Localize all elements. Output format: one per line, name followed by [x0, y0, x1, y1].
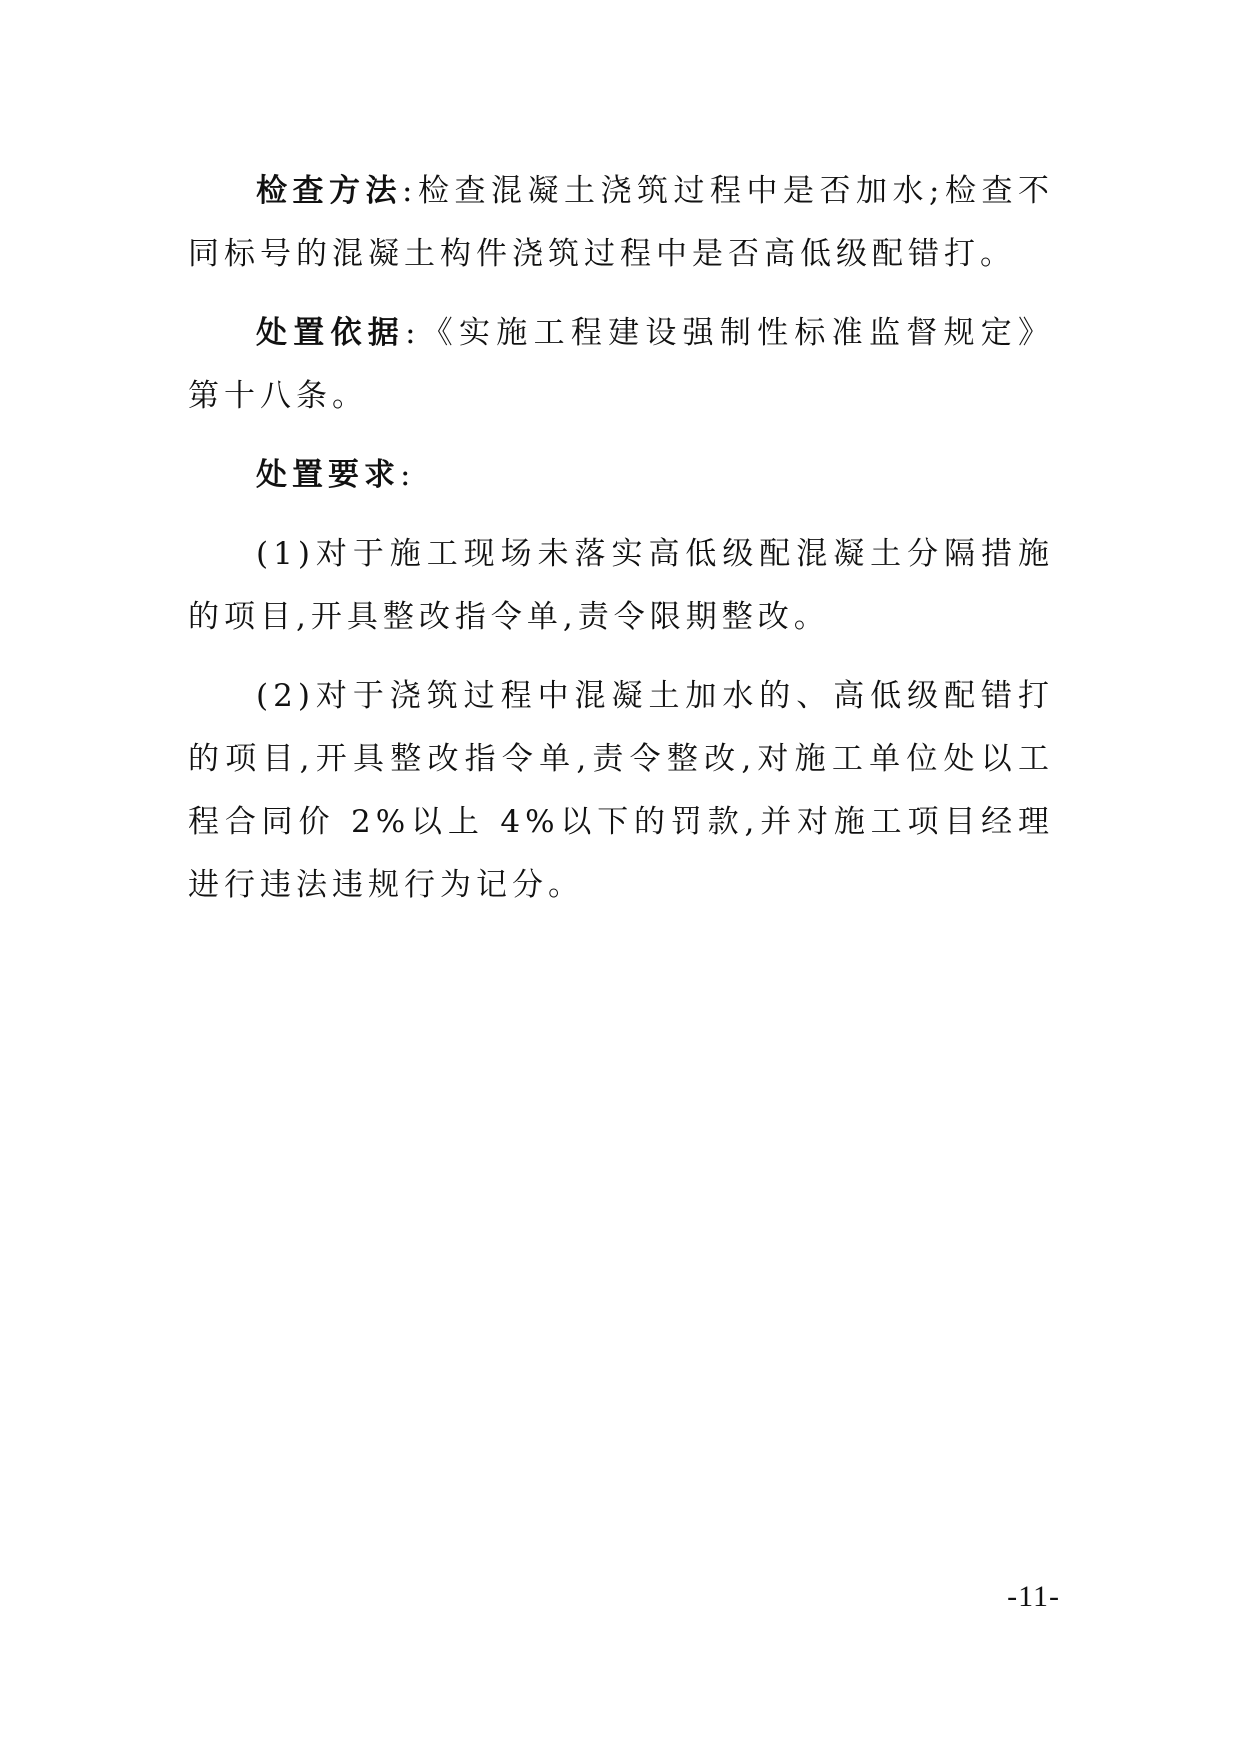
paragraph-spacer: [188, 649, 1054, 665]
paragraph-spacer: [188, 286, 1054, 302]
disposal-basis-label: 处置依据: [256, 315, 406, 351]
disposal-basis-paragraph: [188, 302, 1054, 428]
requirement-item-2: (2)对于浇筑过程中混凝土加水的、高低级配错打的项目,开具整改指令单,责令整改,对施工单位处以工程合同价 2%以上 4%以下的罚款,并对施工项目经理进行违法违规行为记分。: [188, 678, 1054, 903]
paragraph-spacer: [188, 428, 1054, 444]
disposal-requirements-label: 处置要求: [256, 457, 400, 493]
document-body: [188, 160, 1054, 917]
requirement-item-1: (1)对于施工现场未落实高低级配混凝土分隔措施的项目,开具整改指令单,责令限期整改。: [188, 536, 1054, 635]
disposal-requirements-paragraph: [188, 444, 1054, 507]
disposal-basis-text: :《实施工程建设强制性标准监督规定》第十八条。: [188, 315, 1054, 414]
inspection-method-paragraph: [188, 160, 1054, 286]
inspection-method-text: :检查混凝土浇筑过程中是否加水;检查不同标号的混凝土构件浇筑过程中是否高低级配错打。: [188, 173, 1055, 272]
inspection-method-label: 检查方法: [256, 173, 403, 209]
paragraph-spacer: [188, 507, 1054, 523]
page-number: -11-: [1007, 1580, 1060, 1613]
disposal-requirements-colon: :: [400, 457, 416, 493]
